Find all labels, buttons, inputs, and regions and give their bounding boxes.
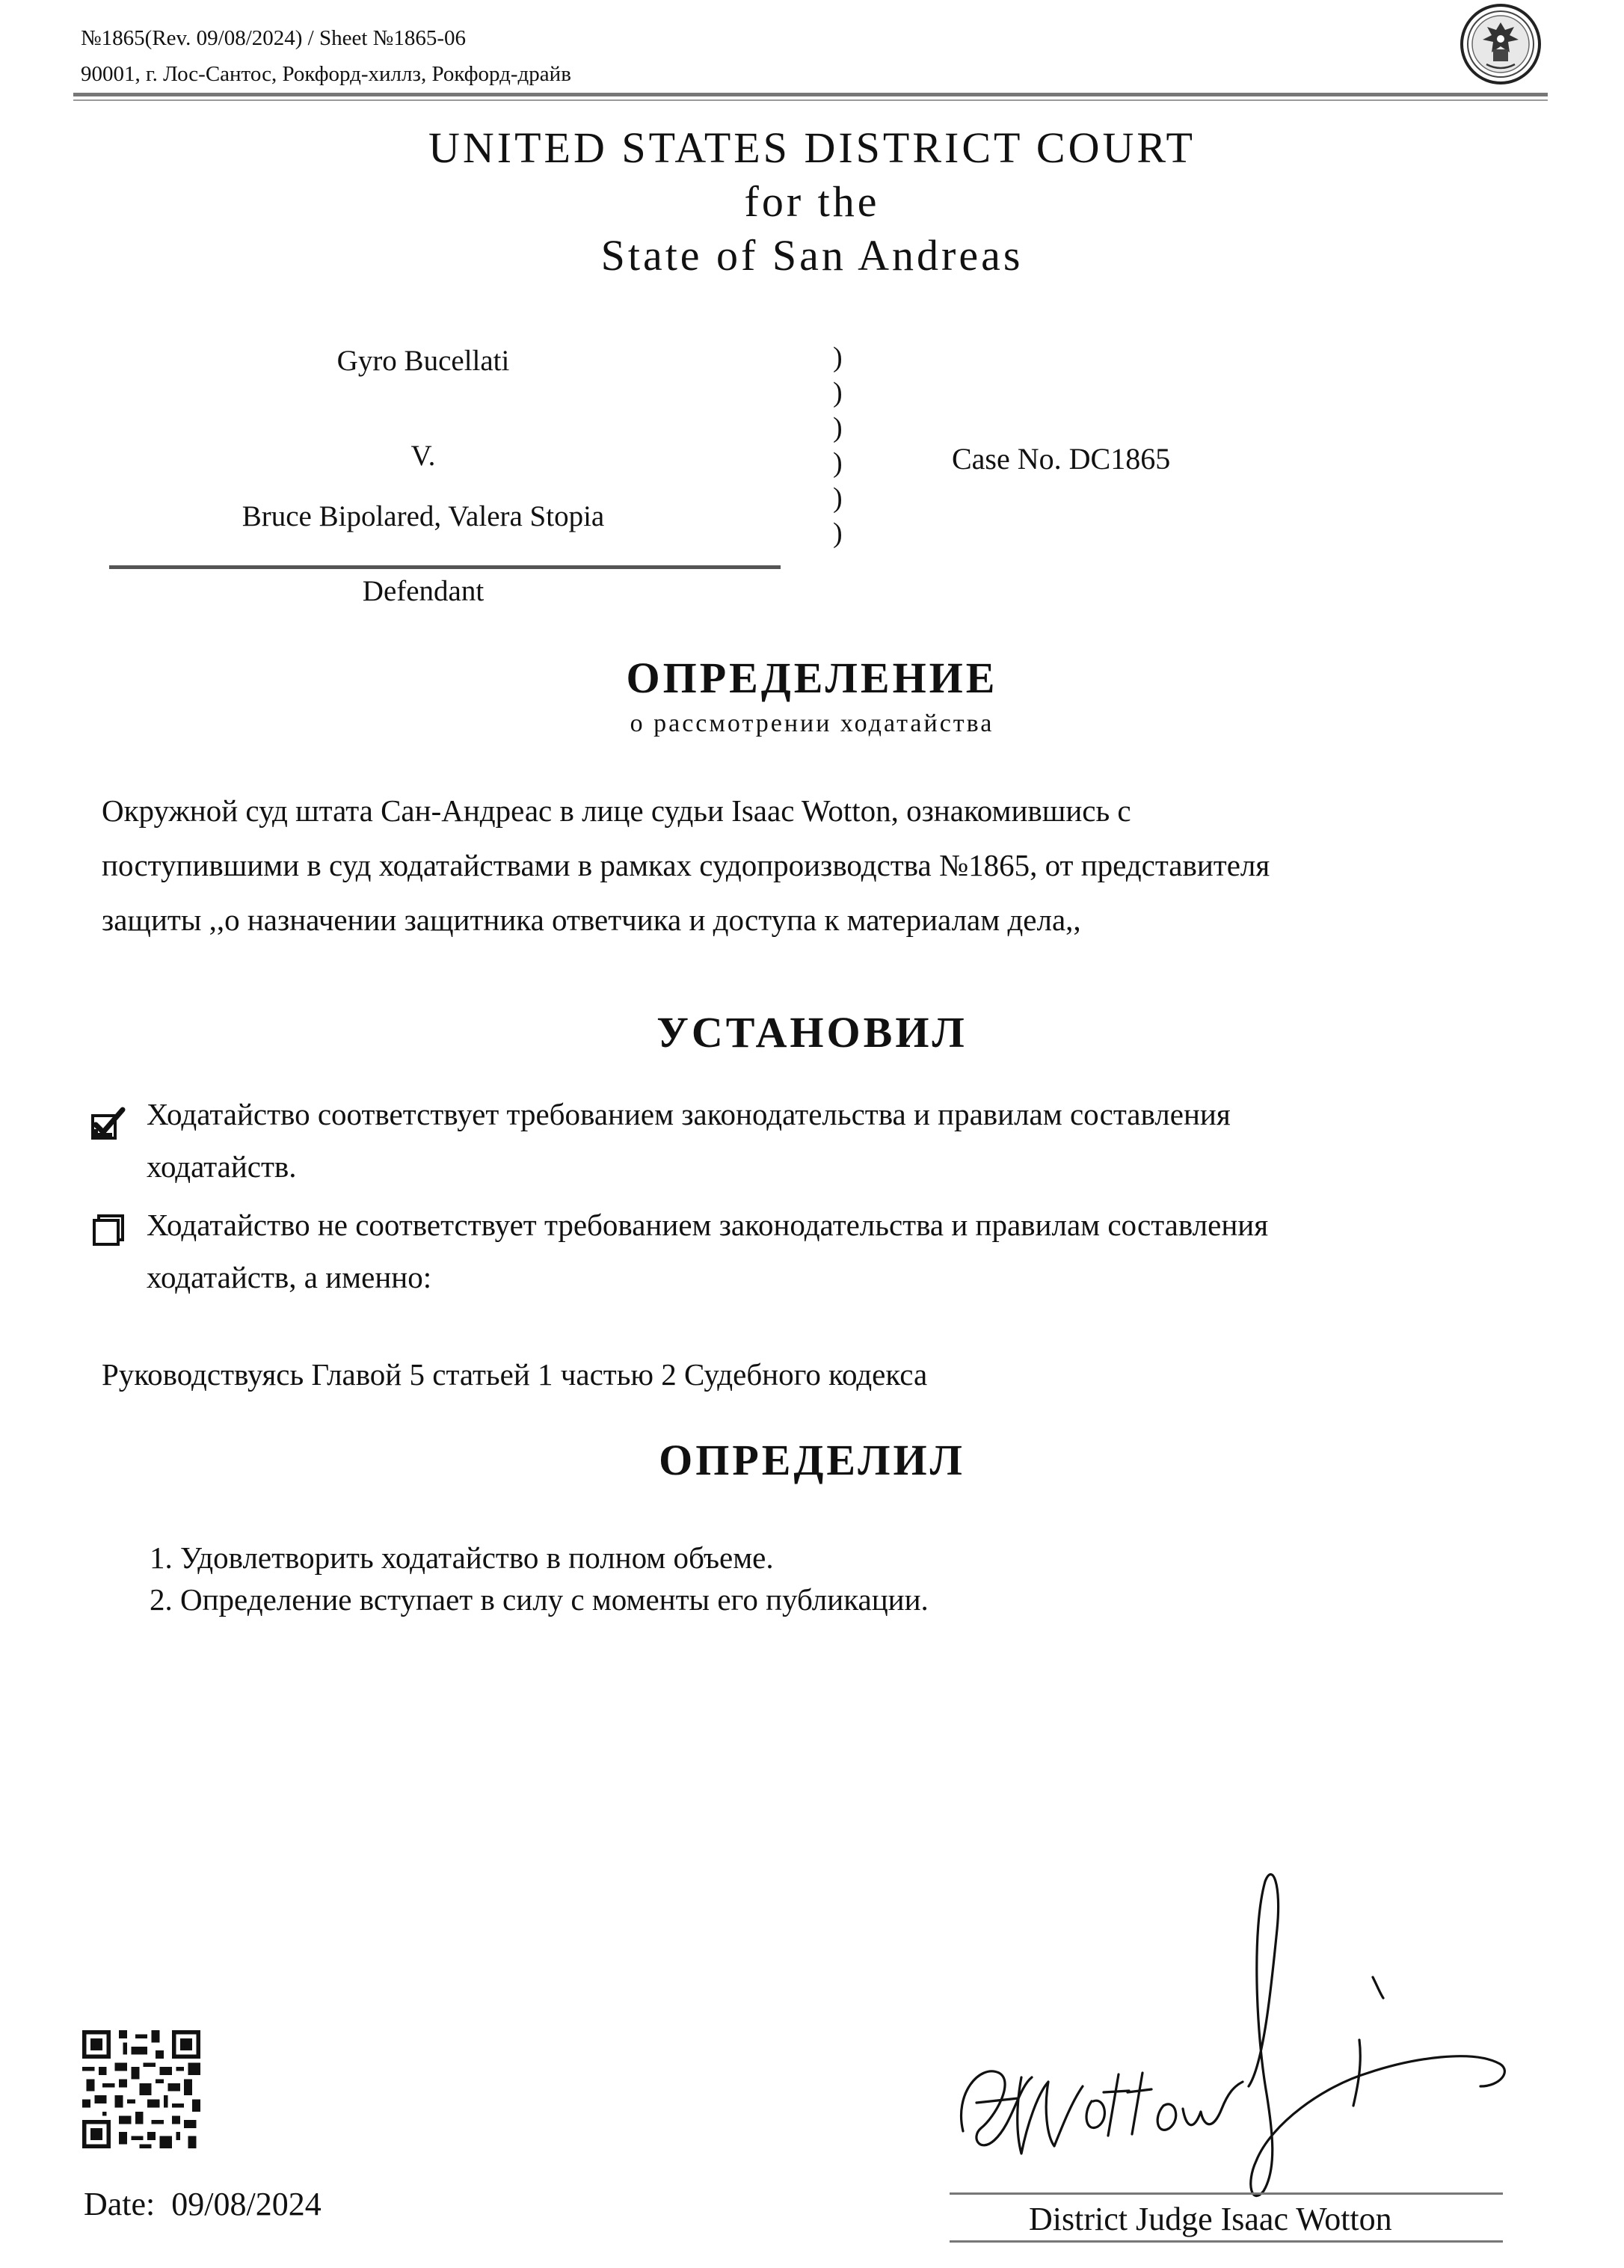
- signature-underline: [950, 2240, 1503, 2243]
- caption-paren: ): [833, 517, 843, 549]
- document-subtitle: о рассмотрении ходатайства: [630, 710, 994, 737]
- ruling-heading: ОПРЕДЕЛИЛ: [659, 1436, 965, 1484]
- document-date: [84, 2185, 322, 2224]
- finding-line: Ходатайство не соответствует требованием законодательства и правилам составления: [147, 1208, 1269, 1242]
- qr-code-icon: [82, 2030, 200, 2148]
- checked-box-icon: [90, 1105, 127, 1143]
- date-value: 09/08/2024: [171, 2186, 322, 2222]
- date-label: Date:: [84, 2186, 156, 2222]
- ruling-item: 1. Удовлетворить ходатайство в полном объеме.: [150, 1540, 774, 1575]
- caption-paren: ): [833, 447, 843, 479]
- defendant-names: Bruce Bipolared, Valera Stopia: [242, 500, 605, 532]
- court-name-line2: for the: [744, 177, 880, 226]
- intro-line: Окружной суд штата Сан-Андреас в лице судьи Isaac Wotton, ознакомившись с: [102, 793, 1131, 828]
- court-name-line1: UNITED STATES DISTRICT COURT: [428, 123, 1196, 172]
- caption-paren: ): [833, 377, 843, 408]
- ruling-list: [150, 1537, 929, 1620]
- findings-heading: УСТАНОВИЛ: [656, 1008, 968, 1057]
- plaintiff-name: Gyro Bucellati: [336, 345, 510, 377]
- legal-basis: Руководствуясь Главой 5 статьей 1 частью 2 Судебного кодекса: [102, 1357, 928, 1392]
- document-title: ОПРЕДЕЛЕНИЕ: [626, 654, 998, 702]
- caption-paren: ): [833, 342, 843, 373]
- caption-paren: ): [833, 482, 843, 514]
- court-name-line3: State of San Andreas: [600, 231, 1024, 280]
- signature-line: [950, 2192, 1503, 2195]
- signature-icon: [950, 1840, 1518, 2228]
- empty-box-icon: [90, 1213, 127, 1250]
- intro-paragraph: [102, 784, 1270, 947]
- form-number: №1865(Rev. 09/08/2024) / Sheet №1865-06: [81, 26, 466, 50]
- intro-line: поступившими в суд ходатайствами в рамках судопроизводства №1865, от представителя: [102, 848, 1270, 882]
- case-number: Case No. DC1865: [952, 442, 1171, 476]
- finding-line: Ходатайство соответствует требованием законодательства и правилам составления: [147, 1097, 1231, 1131]
- defendant-label: Defendant: [362, 575, 485, 607]
- finding-line: ходатайств.: [147, 1149, 297, 1184]
- judge-name: District Judge Isaac Wotton: [1029, 2201, 1392, 2237]
- finding-line: ходатайств, а именно:: [147, 1260, 432, 1294]
- intro-line: защиты ,,о назначении защитника ответчика и доступа к материалам дела,,: [102, 903, 1081, 937]
- finding-compliant-text: [147, 1088, 1231, 1193]
- caption-paren: ): [833, 412, 843, 443]
- court-seal-icon: [1457, 0, 1545, 88]
- finding-noncompliant-text: [147, 1199, 1268, 1303]
- header-divider-thin: [73, 99, 1548, 101]
- header-divider: [73, 93, 1548, 96]
- ruling-item: 2. Определение вступает в силу с моменты его публикации.: [150, 1582, 929, 1617]
- caption-divider: [109, 565, 781, 569]
- court-address: 90001, г. Лос-Сантос, Рокфорд-хиллз, Рокфорд-драйв: [81, 62, 571, 86]
- versus-label: V.: [410, 440, 436, 472]
